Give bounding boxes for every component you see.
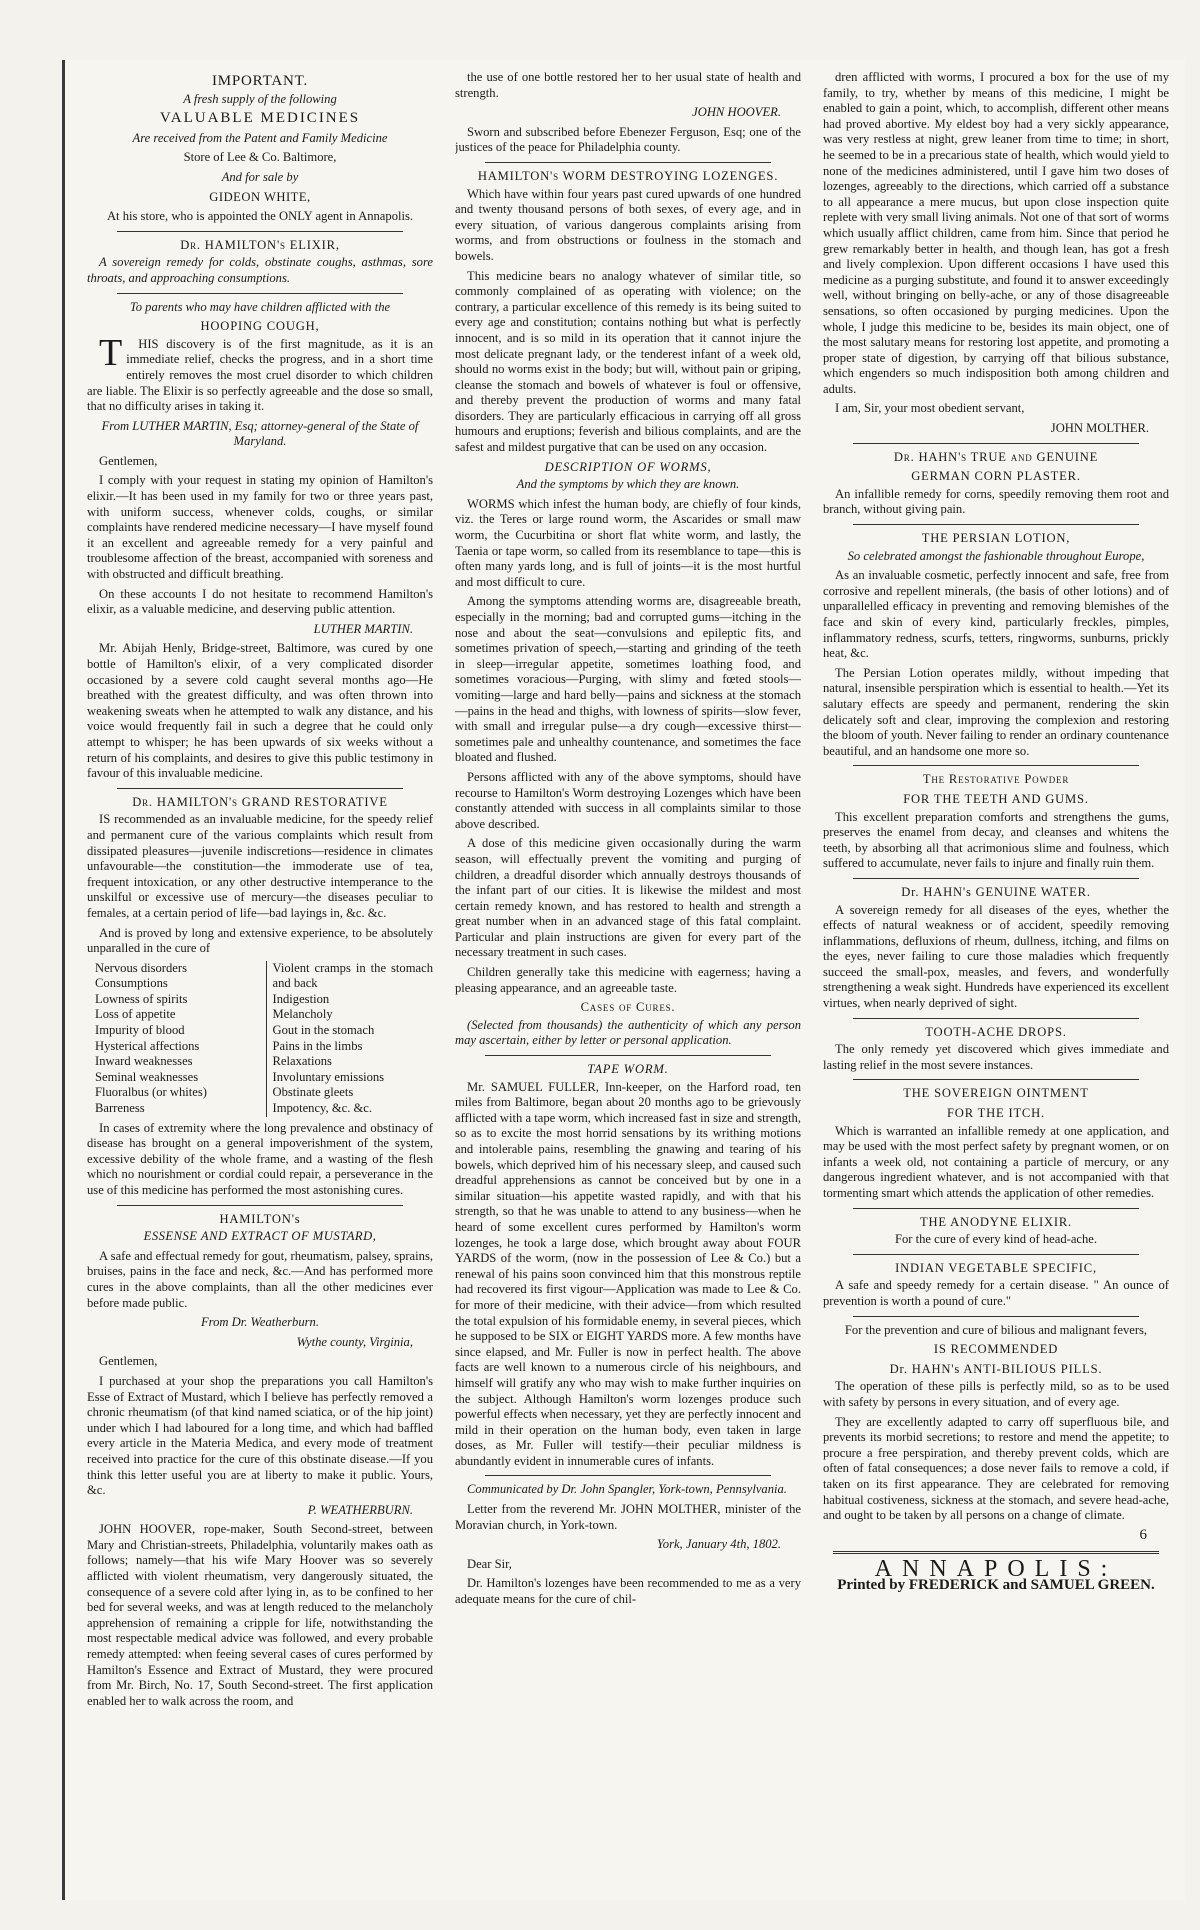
ailment-item: Seminal weaknesses [95, 1069, 199, 1084]
paragraph: THIS discovery is of the first magnitude, as it is an immediate relief, checks the progress, and in a short time entirely removes the most cruel disorder to which children are liable. The Elixir is so perfectly agreeable and the dose so small, that no difficulty arises in taking it. [87, 331, 433, 414]
letter-date: York, January 4th, 1802. [656, 1537, 781, 1552]
column-1 [87, 70, 433, 1890]
ailment-item: Involuntary emissions [272, 1069, 385, 1084]
paragraph: WORMS which infest the human body, are chiefly of four kinds, viz. the Teres or large round worm, the Ascarides or small maw worm, the Cucurbitina or short flat white worm, and lastly, the Taenia or tape worm, so called from its resemblance to tape—this is often many yards long, and is full of joints—it is the most hurtful and most difficult to cure. [455, 496, 801, 589]
page-number: 6 [1139, 1526, 1149, 1543]
divider [833, 1551, 1159, 1554]
paragraph: A safe and speedy remedy for a certain disease. " An ounce of prevention is worth a pound of cure." [823, 1278, 1169, 1308]
divider [853, 878, 1139, 879]
heading-recommended: IS RECOMMENDED [933, 1342, 1059, 1357]
intro-line: Store of Lee & Co. Baltimore, [183, 150, 337, 165]
paragraph: And is proved by long and extensive experience, to be absolutely unparalled in the cure of [87, 925, 433, 956]
headline-important: IMPORTANT. [211, 73, 309, 89]
letter-from: From LUTHER MARTIN, Esq; attorney-general of the State of Maryland. [101, 418, 419, 449]
heading-tape-worm: TAPE WORM. [587, 1062, 669, 1077]
heading-hamiltons: HAMILTON's [219, 1211, 301, 1226]
heading-hooping-cough: HOOPING COUGH, [200, 319, 320, 334]
heading-description-worms: DESCRIPTION OF WORMS, [544, 459, 712, 474]
signature: JOHN HOOVER. [692, 105, 781, 120]
column-2 [455, 70, 801, 1890]
heading-ointment: THE SOVEREIGN OINTMENT [903, 1086, 1089, 1101]
ailment-item: Relaxations [272, 1054, 332, 1069]
paragraph: the use of one bottle restored her to her usual state of health and strength. [455, 70, 801, 100]
parents-line: To parents who may have children afflicted with the [129, 299, 391, 314]
heading-corn-plaster: Dr. HAHN's TRUE and GENUINE [893, 449, 1099, 464]
divider [117, 788, 403, 789]
ailment-item: Fluoralbus (or whites) [95, 1085, 207, 1100]
heading-teeth-gums: FOR THE TEETH AND GUMS. [903, 791, 1089, 806]
ailment-list-left [95, 961, 256, 1117]
heading-elixir: Dr. HAMILTON's ELIXIR, [180, 237, 340, 252]
seller-name: GIDEON WHITE, [209, 189, 311, 204]
signature: JOHN MOLTHER. [1050, 421, 1149, 436]
paragraph: Sworn and subscribed before Ebenezer Ferguson, Esq; one of the justices of the peace for Philadelphia county. [455, 124, 801, 155]
salutation: Gentlemen, [99, 453, 158, 468]
subheading: (Selected from thousands) the authenticity of which any person may ascertain, either by letter or personal application. [455, 1017, 801, 1048]
intro-line: And for sale by [221, 169, 299, 184]
signature: LUTHER MARTIN. [313, 621, 413, 636]
subheading: A sovereign remedy for colds, obstinate coughs, asthmas, sore throats, and approaching consumptions. [87, 255, 433, 285]
intro-line: A fresh supply of the following [183, 91, 337, 106]
heading-persian-lotion: THE PERSIAN LOTION, [921, 531, 1071, 546]
letter-place: Wythe county, Virginia, [296, 1334, 413, 1349]
heading-tooth-ache: TOOTH-ACHE DROPS. [925, 1024, 1067, 1039]
paragraph: Which is warranted an infallible remedy at one application, and may be used with the most perfect safety by pregnant women, or on infants a week old, not containing a particle of mercury, or any dangerous ingredient whatever, and is not accompanied with that tormenting smart which attends the application of other remedies. [823, 1123, 1169, 1200]
divider [485, 1055, 771, 1056]
paragraph: I comply with your request in stating my opinion of Hamilton's elixir.—It has been used in my family for two or three years past, with uniform success, whenever colds, coughs, or similar complaints have rendered medicine necessary—I have myself found it an excellent and agreeable remedy for a very painful and troublesome affection of the breast, accompanied with soreness and with obstructed and difficult breathing. [87, 473, 433, 582]
ailment-item: Loss of appetite [95, 1007, 176, 1022]
paragraph: An infallible remedy for corns, speedily removing them root and branch, without giving pain. [823, 486, 1169, 517]
paragraph: dren afflicted with worms, I procured a box for the use of my family, to try, whether by means of this medicine, I might be enabled to gain a point, which, to accomplish, different other means had proved abortive. My eldest boy had a very sickly appearance, was very restless at night, grew leaner from time to time; in short, he seemed to be in a precarious state of health, which would yield to none of the medicines administered, until I gave him two doses of lozenges, agreeably to the directions, which carried off a substance to all appearance a mere mucus, but upon close inspection quite replete with very small living animals. Not one of that sort of worms which usually afflict children, came from him. Since that period he grew remarkably better in health, and though lean, has got a fresh and lively complexion. Upon different occasions I have used this medicine as a purging substitute, and found it to answer exceedingly well, without bringing on belly-ache, or any of those disagreeable sensations, so often occasioned by purging medicines. Upon the whole, I judge this medicine to be, besides its main object, one of the most salutary means for restoring lost appetite, and promoting a proper state of digestion, by carrying off that bilious substance, which engenders so much indisposition both among children and adults. [823, 70, 1169, 396]
paragraph: This medicine bears no analogy whatever of similar title, so commonly complained of as operating with violence; on the contrary, a particular excellence of this remedy is its being suited to every age and constitution; contains nothing but what is perfectly innocent, and is so mild in its operation that it cannot injure the most delicate pregnant lady, or the tenderest infant of a week old, should no worms exist in the body; but will, without pain or griping, cleanse the stomach and bowels of whatever is foul or offensive, and thereby prevent the production of worms and many fatal disorders. They are particularly efficacious in carrying off all gross humours and eruptions; feverish and bilious complaints, and are the safest and mildest purgative that can be used on any occasion. [455, 268, 801, 455]
ailment-item: Nervous disorders [95, 960, 187, 975]
paragraph: The operation of these pills is perfectly mild, so as to be used with safety by persons in every situation, and of every age. [823, 1379, 1169, 1409]
heading-restorative: Dr. HAMILTON's GRAND RESTORATIVE [132, 794, 388, 809]
paragraph: For the prevention and cure of bilious and malignant fevers, [844, 1322, 1148, 1337]
paragraph: IS recommended as an invaluable medicine, for the speedy relief and permanent cure of the various complaints which result from dissipated pleasures—juvenile indiscretions—residence in climates unfavourable—the constitution—the immoderate use of tea, frequent intoxication, or any other destructive intemperance to the unskilful or excessive use of mercury—the diseases peculiar to females, at a certain period of life—bad layings in, &c. &c. [87, 812, 433, 920]
intro-medicines: VALUABLE MEDICINES [159, 110, 361, 127]
heading-genuine-water: Dr. HAHN's GENUINE WATER. [901, 884, 1091, 899]
divider [485, 162, 771, 163]
paragraph: The Persian Lotion operates mildly, without impeding that natural, insensible perspiration which is essential to health.—Yet its salutary effects are speedy and permanent, rendering the skin delicately soft and clear, improving the complexion and restoring the bloom of youth. Never failing to render an ordinary countenance beautiful, and an handsome one more so. [823, 665, 1169, 758]
divider [853, 765, 1139, 766]
column-3 [823, 70, 1169, 1890]
divider [853, 1254, 1139, 1255]
heading-restorative-powder: The Restorative Powder [922, 772, 1070, 787]
ailment-item: Impurity of blood [95, 1023, 185, 1038]
paragraph: Which have within four years past cured upwards of one hundred and twenty thousand persons of both sexes, of every age, and in every situation, of various dangerous complaints arising from worms, and from obstructions or foulness in the stomach and bowels. [455, 186, 801, 263]
paragraph: Mr. SAMUEL FULLER, Inn-keeper, on the Harford road, ten miles from Baltimore, began about 20 months ago to be grievously afflicted with a tape worm, which increased fast in size and strength, so as to excite the most horrid sensations by its writhing motions and intolerable pains, resembling the gnawing and tearing of his bowels, which deprived him of his necessary sleep, and caused such dreadful apprehensions as cannot be conceived but by one in a similar situation—his appetite wasted rapidly, and with that his strength, so that he was unable to attend to any business—when he heard of some excellent cures performed by Hamilton's worm lozenges, he took a large dose, which brought away about FOUR YARDS of the worm, (now in the possession of Lee & Co.) but a renewal of his pains soon convinced him that this monstrous reptile had recovered its first vigour—Application was made to Lee & Co. for more of their medicine, with their advice—from which resulted the total expulsion of his formidable enemy, in several pieces, which he supposed to be SIX or EIGHT YARDS more. A few months have since elapsed, and Mr. Fuller is now in perfect health. The above facts are well known to a numerous circle of his neighbours, and himself will gratify any who may wish to make further inquiries on the subject. Although Hamilton's worm lozenges produce such powerful effects when necessary, yet they are perfectly innocent and mild in their operation on the human body, even taken in large doses, as Mr. Fuller will testify—their peculiar mildness is abundantly evident in innumerable cures of infants. [455, 1079, 801, 1468]
divider [117, 1205, 403, 1206]
divider [853, 1208, 1139, 1209]
subheading: ESSENSE AND EXTRACT OF MUSTARD, [143, 1229, 377, 1244]
ailment-list-right [266, 961, 434, 1117]
paragraph: In cases of extremity where the long prevalence and obstinacy of disease has brought on a general impoverishment of the system, excessive debility of the whole frame, and a wasting of the flesh which no nourishment or cordial could repair, a perseverance in the use of this medicine has performed the most astonishing cures. [87, 1120, 433, 1197]
paragraph: I purchased at your shop the preparations you call Hamilton's Esse of Extract of Mustard, which I believe has perfectly removed a chronic rheumatism (of that kind named sciatica, or of the hip joint) under which I had laboured for a long time, and which had baffled every article in the Materia Medica, and every mode of treatment received into practice for the cure of this obstinate disease.—If you think this letter useful you are at liberty to make it public. Yours, &c. [87, 1373, 433, 1498]
ailment-item: Violent cramps in the stomach and back [272, 960, 433, 991]
paragraph: A safe and effectual remedy for gout, rheumatism, palsey, sprains, bruises, pains in the face and neck, &c.—And has performed more cures in the above complaints, than all the other medicines ever before made public. [87, 1248, 433, 1310]
ailment-item: Inward weaknesses [95, 1054, 193, 1069]
communicated-by: Communicated by Dr. John Spangler, York-town, Pennsylvania. [467, 1482, 787, 1497]
imprint-printers: Printed by FREDERICK and SAMUEL GREEN. [837, 1576, 1155, 1593]
ailment-item: Lowness of spirits [95, 991, 188, 1006]
heading-indian-specific: INDIAN VEGETABLE SPECIFIC, [895, 1260, 1097, 1275]
ailment-item: Obstinate gleets [272, 1085, 354, 1100]
intro-line: Are received from the Patent and Family Medicine [132, 130, 388, 145]
heading-corn-plaster-2: GERMAN CORN PLASTER. [911, 469, 1081, 484]
ailment-item: Hysterical affections [95, 1038, 200, 1053]
paragraph: Among the symptoms attending worms are, disagreeable breath, especially in the morning; bad and corrupted gums—itching in the nose and about the seat—convulsions and epileptic fits, and sometimes privation of speech,—starting and grinding of the teeth in sleep—irregular appetite, sometimes loathing food, and sometimes voracious—Purging, with slimy and fœted stools—vomiting—large and hard belly—pains and sickness at the stomach—pains in the head and thighs, with lowness of spirits—slow fever, with small and irregular pulse—a dry cough—excessive thirst—sometimes pale and unhealthy countenance, and sometimes the face bloated and flushed. [455, 594, 801, 765]
salutation: Gentlemen, [99, 1354, 158, 1369]
paragraph: Children generally take this medicine with eagerness; having a pleasing appearance, and an agreeable taste. [455, 965, 801, 995]
divider [117, 293, 403, 294]
paragraph: Dr. Hamilton's lozenges have been recommended to me as a very adequate means for the cure of chil- [455, 1576, 801, 1607]
paragraph: On these accounts I do not hesitate to recommend Hamilton's elixir, as a valuable medicine, and deserving public attention. [87, 586, 433, 617]
closing: I am, Sir, your most obedient servant, [835, 401, 1025, 416]
subheading: And the symptoms by which they are known. [516, 477, 740, 492]
paragraph: Persons afflicted with any of the above symptoms, should have recourse to Hamilton's Worm destroying Lozenges which have been constantly attended with success in all complaints similar to those above described. [455, 769, 801, 831]
paragraph: As an invaluable cosmetic, perfectly innocent and safe, free from corrosive and repellent minerals, (the basis of other lotions) and of unparallelled efficacy in preventing and removing blemishes of the face and skin of every kind, particularly freckles, pimples, inflammatory redness, scurfs, tetters, ringworms, sunburns, prickly heat, &c. [823, 568, 1169, 661]
letter-from: Letter from the reverend Mr. JOHN MOLTHER, minister of the Moravian church, in York-town. [455, 1502, 801, 1532]
paragraph: A sovereign remedy for all diseases of the eyes, whether the effects of natural weakness or of accident, speedily removing inflammations, defluxions of rheum, dullness, itching, and films on the eyes, never failing to cure those maladies which frequently succeed the small-pox, measles, and fevers, and wonderfully strengthening a weak sight. Hundreds have experienced its excellent virtues, when nearly deprived of sight. [823, 902, 1169, 1011]
divider [853, 1316, 1139, 1317]
divider [117, 231, 403, 232]
salutation: Dear Sir, [467, 1556, 512, 1571]
heading-itch: FOR THE ITCH. [947, 1106, 1045, 1121]
subheading: So celebrated amongst the fashionable throughout Europe, [847, 548, 1145, 563]
signature: P. WEATHERBURN. [307, 1502, 413, 1517]
ailment-item: Impotency, &c. &c. [272, 1101, 373, 1116]
ailment-item: Pains in the limbs [272, 1038, 363, 1053]
heading-antibilious: Dr. HAHN's ANTI-BILIOUS PILLS. [889, 1361, 1103, 1376]
newspaper-page [62, 60, 1185, 1900]
paragraph: JOHN HOOVER, rope-maker, South Second-street, between Mary and Christian-streets, Philadelphia, voluntarily makes oath as follows; namely—that his wife Mary Hoover was so severely afflicted with violent rheumatism, very dangerously situated, the consequence of a severe cold after lying in, as to be confined to her bed for several weeks, and was at length reduced to the melancholy apprehension of remaining a cripple for life, notwithstanding the most respectable medical advice was followed, and every probable remedy attempted: when feeing several cases of cures performed by Hamilton's Essence and Extract of Mustard, they were procured from Mr. Birch, No. 17, South Second-street. The first application enabled her to walk across the room, and [87, 1522, 433, 1708]
heading-worm-lozenges: HAMILTON's WORM DESTROYING LOZENGES. [477, 168, 779, 183]
divider [853, 443, 1139, 444]
divider [485, 1475, 771, 1476]
divider [853, 524, 1139, 525]
intro-line: At his store, who is appointed the ONLY agent in Annapolis. [106, 209, 414, 224]
paragraph: Mr. Abijah Henly, Bridge-street, Baltimore, was cured by one bottle of Hamilton's elixir, of a very complicated disorder occasioned by a severe cold caught several months ago—He breathed with the greatest difficulty, and was often thrown into weakening sweats when he attempted to walk any distance, and his voice would frequently fail in such a degree that he could only attempt to whisper; he has been upwards of six weeks without a return of his complaints, and desires to give this public testimony in favour of this invaluable medicine. [87, 641, 433, 781]
paragraph: The only remedy yet discovered which gives immediate and lasting relief in the most severe instances. [823, 1042, 1169, 1072]
letter-from: From Dr. Weatherburn. [200, 1315, 319, 1330]
heading-anodyne: THE ANODYNE ELIXIR. [920, 1214, 1072, 1229]
paragraph: For the cure of every kind of head-ache. [894, 1232, 1098, 1247]
divider [853, 1079, 1139, 1080]
divider [853, 1018, 1139, 1019]
ailment-item: Barreness [95, 1101, 145, 1116]
paragraph: They are excellently adapted to carry off superfluous bile, and prevents its morbid secretions; to restore and mend the appetite; to procure a free perspiration, and thereby prevent colds, which are often of fatal consequences; a dose never fails to remove a cold, if taken on its first appearance. They are celebrated for removing habitual costiveness, sickness at the stomach, and severe head-ache, and ought to be taken by all persons on a change of climate. [823, 1414, 1169, 1523]
ailment-item: Melancholy [272, 1007, 333, 1022]
paragraph: This excellent preparation comforts and strengthens the gums, preserves the enamel from decay, and cleanses and whitens the teeth, by absorbing all that acrimonious slime and foulness, which suffered to accumulate, never fails to injure and finally ruin them. [823, 809, 1169, 871]
ailment-item: Gout in the stomach [272, 1023, 375, 1038]
imprint-city: ANNAPOLIS: [874, 1556, 1118, 1583]
ailment-item: Indigestion [272, 991, 330, 1006]
paragraph: A dose of this medicine given occasionally during the warm season, will effectually prevent the vomiting and purging of children, a dreadful disorder which annually destroys thousands of the infant part of our cities. It is likewise the mildest and most certain remedy known, and has restored to health and strength a great number when in an advanced stage of this fatal complaint. Particular and plain instructions are given for every part of the necessary treatment in such cases. [455, 836, 801, 960]
ailment-item: Consumptions [95, 976, 168, 991]
ailment-list [95, 961, 433, 1117]
heading-cases: Cases of Cures. [580, 1000, 676, 1015]
